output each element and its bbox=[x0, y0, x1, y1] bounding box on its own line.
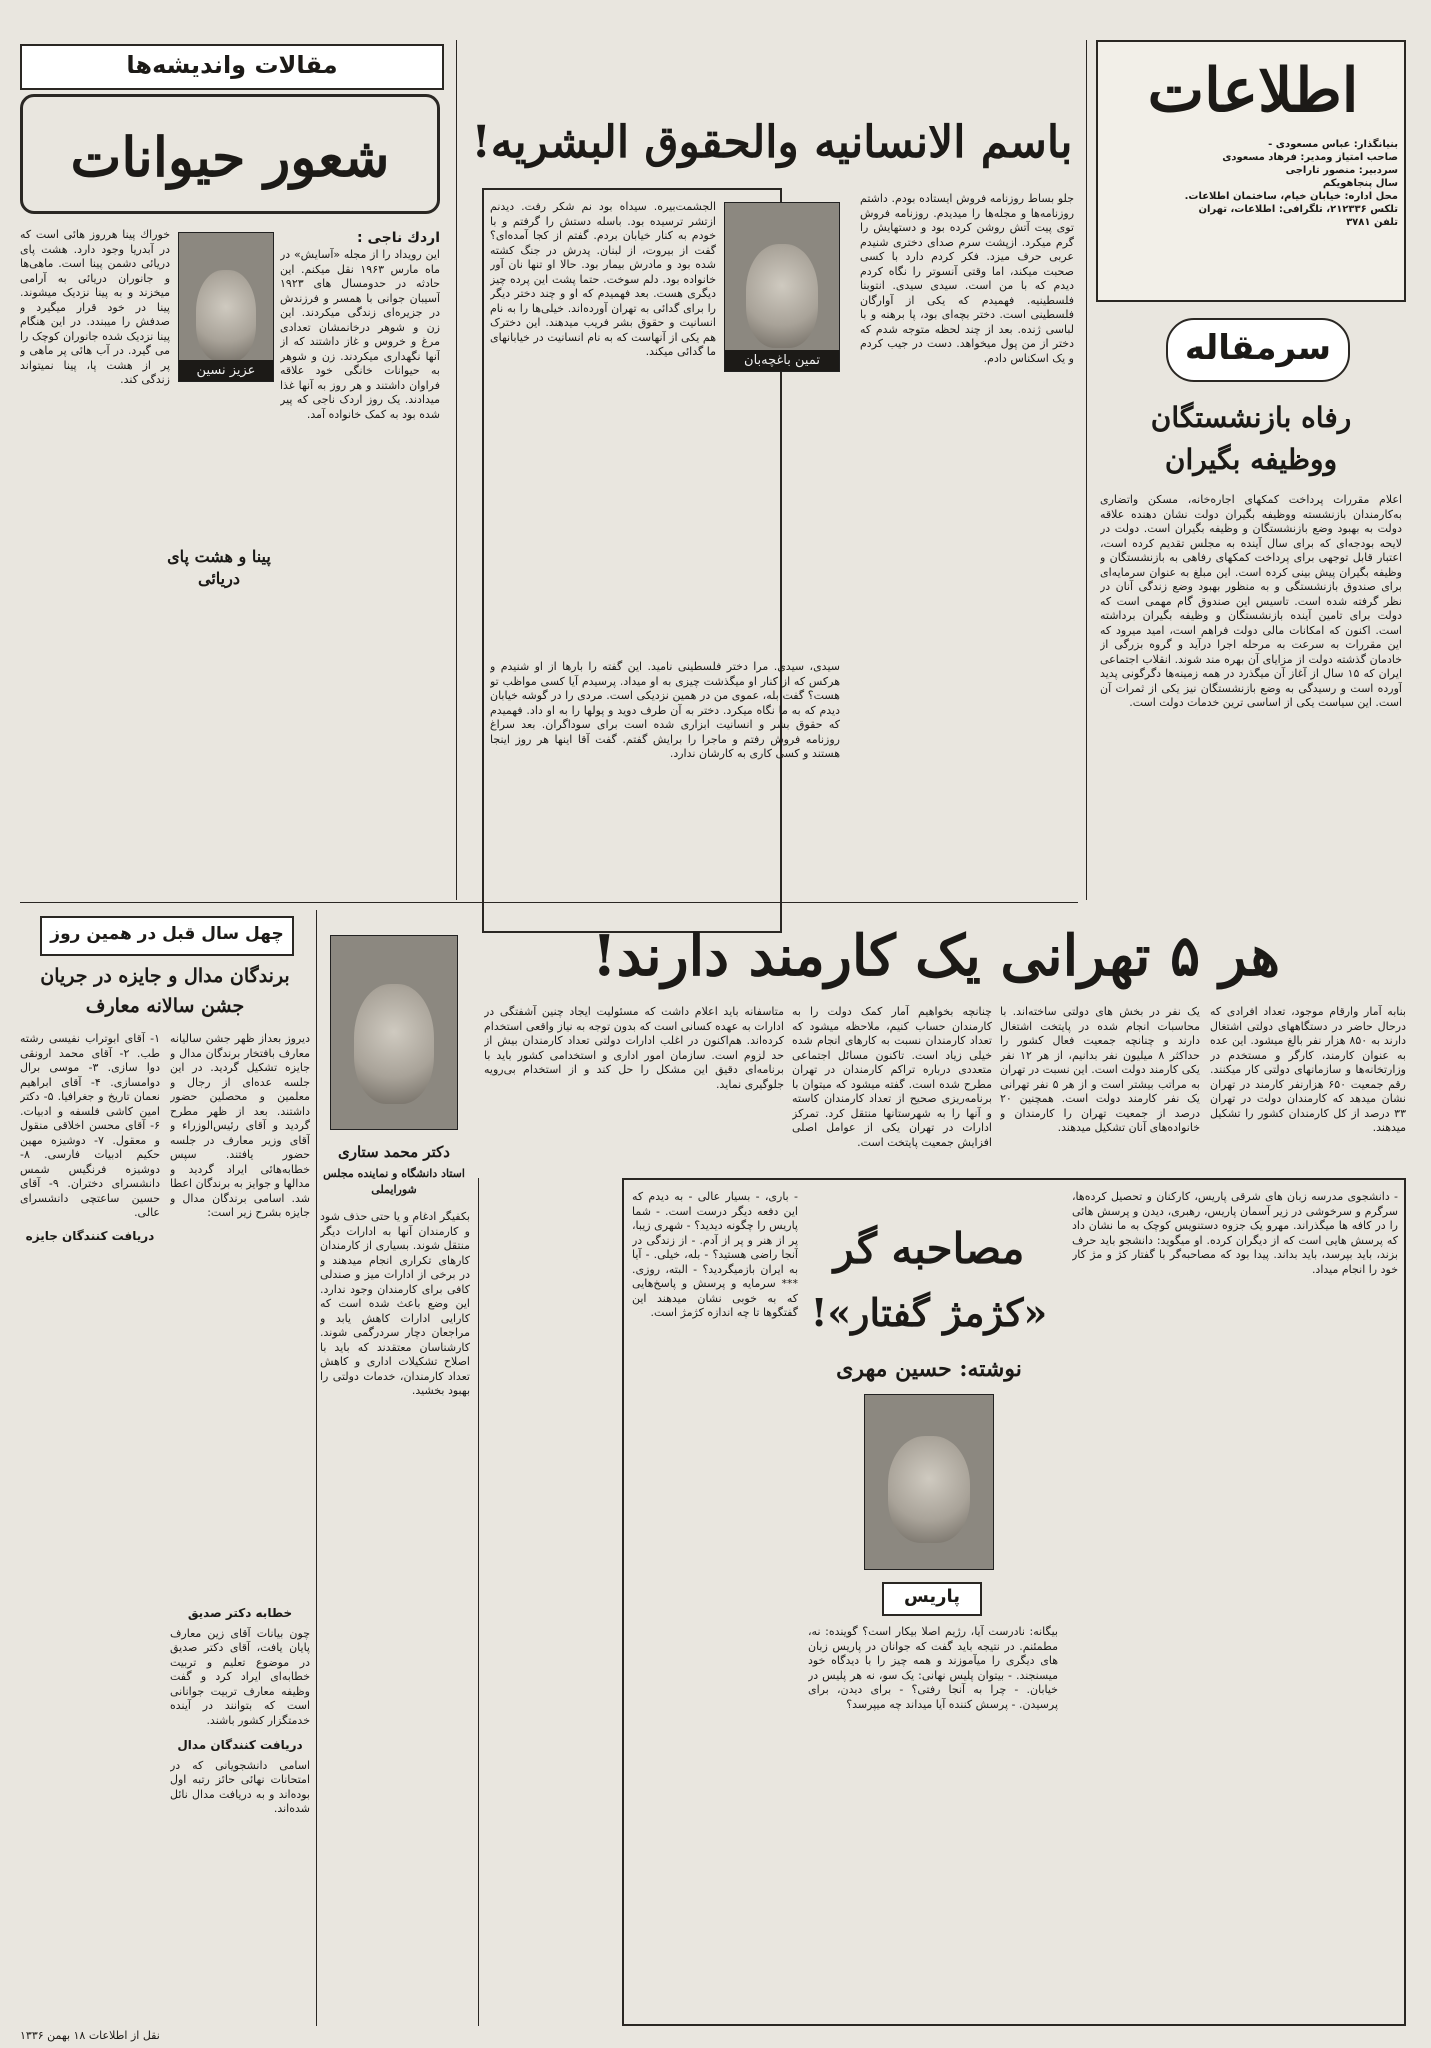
masthead-telex: تلکس ۲۱۲۳۳۶، تلگرافی: اطلاعات، تهران bbox=[1198, 204, 1398, 215]
headline-col-3: چنانچه بخواهیم آمار کمک دولت را به کارمندان حساب کنیم، ملاحظه میشود که تعداد کارمندان نسبت به کارهای انجام شده خیلی زیاد است. تاکنون مسائل اجتماعی متعددی درباره تراکم کارمندان در تهران مطرح شده است. گفته میشود که میتوان با برنامه‌ریزی صحیح از تعداد کارمندان کاسته و آنها را به شهرستانها منتقل کرد. تمرکز ادارات در تهران یکی از عوامل اصلی افزایش جمعیت پایتخت است. bbox=[792, 1005, 992, 1149]
masthead-founder: بنیانگذار: عباس مسعودی - bbox=[1268, 139, 1398, 150]
headline-photo-caption-1: دکتر محمد ستاری bbox=[338, 1143, 450, 1161]
history-speech: چون بیانات آقای زین معارف پایان یافت، آقای دکتر صدیق در موضوع تعلیم و تربیت خطابه‌ای ایراد کرد و گفت وظیفه معارف تربیت جوانانی است که بتوانند در آینده خدمتگزار کشور باشند. bbox=[170, 1626, 310, 1727]
opinion-subhead: پینا و هشت پای دریائی bbox=[167, 547, 271, 588]
headline-text: هر ۵ تهرانی یک کارمند دارند! bbox=[592, 923, 1280, 989]
feature-photo-caption: تمین باغچه‌بان bbox=[725, 350, 839, 371]
masthead bbox=[1096, 40, 1406, 302]
history-list-head: دریافت کنندگان جایزه bbox=[25, 1228, 155, 1243]
headline-photo-caption-2: استاد دانشگاه و نماینده مجلس شورایملی bbox=[323, 1167, 465, 1196]
interview bbox=[622, 1178, 1406, 2026]
interview-author-photo bbox=[864, 1394, 994, 1570]
editorial-tag: سرمقاله bbox=[1166, 318, 1350, 382]
interview-location: پاریس bbox=[882, 1582, 982, 1616]
headline-col-5: متاسفانه باید اعلام داشت که مسئولیت ایجاد چنین آشفتگی در ادارات به عهده کسانی است که بدون توجه به نیاز واقعی استخدام کرده‌اند. هم‌اکنون در اغلب ادارات دولتی تعداد کارمندان بیش از حد لزوم است. سازمان امور اداری و استخدامی کشور باید با برنامه‌ای دقیق این مشکل را حل کند و از استخدام بی‌رویه جلوگیری نماید. bbox=[484, 1005, 784, 1091]
feature bbox=[466, 40, 1078, 900]
masthead-publisher: صاحب امتیاز ومدیر: فرهاد مسعودی bbox=[1222, 152, 1398, 163]
opinion bbox=[20, 36, 440, 896]
feature-col-3: سیدی، سیدی. مرا دختر فلسطینی نامید. این گفته را بارها از او شنیدم و هرکس که از کنار او میگذشت چیزی به او میداد. پرسیدم آیا کسی مواظب تو هست؟ گفت بله، عموی من در همین نزدیکی است. مردی را در گوشه خیابان دیدم که به ما نگاه میکرد. دختر به آن طرف دوید و پولها را به او داد. فهمیدم که حقوق بشر و انسانیت ابزاری شده است برای سوداگران. بعد سراغ روزنامه فروش رفتم و ماجرا را برایش گفتم. گفت آقا اینها هر روز اینجا هستند و کسی کاری به کارشان ندارد. bbox=[490, 660, 840, 760]
interview-author: نوشته: حسین مهری bbox=[836, 1356, 1022, 1382]
opinion-body-left: خوراك پینا هرروز هائی است که در آبدریا وجود دارد. هشت پای دریائی دشمن پینا است. ماهی‌ها و جانوران دریائی به آرامی میخزند و به پینا نزدیک میشوند. پینا در خود قرار میگیرد و صدفش را میبندد. در این هنگام پینا نزدیک شده جانوران کوچک را می گیرد. در آب هائی پر ماهی ‌و پر از هشت پا، پینا نمیتواند زندگی کند. bbox=[20, 228, 170, 386]
feature-col-2: الجشمت‌بیره. سیداه بود نم شکر رفت. دیدنم ازتشر ترسیده بود. باسله دستش را گرفتم و با خودم به کنار خیابان بردم. گفتم از کجا آمده‌ای؟ گفت از بیروت، از لبنان. پدرش در جنگ کشته شده بود و مادرش بیمار بود. حالا او تنها نان آور خانواده بود. دلم سوخت. حتما پشت این پرده چیز دیگری هست. بعد فهمیدم که او و چند دختر دیگر را برای گدائی به تهران آورده‌اند. خیلی‌ها را به نام انسانیت و حقوق بشر فریب میدهند. این دخترک هم یکی از آنهاست که به نام انسانیت در خیابانهای ما گدائی میکند. bbox=[490, 200, 716, 358]
opinion-tag: مقالات واندیشه‌ها bbox=[20, 44, 444, 90]
masthead-logo: اطلاعات bbox=[1147, 56, 1359, 126]
interview-col-left: - باری، - بسیار عالی - به دیدم که این دفعه دیگر درست است. - شما پاریس را چگونه دیدید؟ - شهری زیبا، پر از هنر و پر از آدم. - از زندگی در آنجا راضی هستید؟ - بله، خیلی. - آیا به ایران بازمیگردید؟ - البته، روزی. *** سرمایه و پرسش و پاسخ‌هایی که به خوبی نشان میدهند این گفتگوها تا چه اندازه کژمژ است. bbox=[632, 1190, 798, 1319]
history-medal-head: دریافت کنندگان مدال bbox=[177, 1738, 303, 1752]
opinion-title: شعور حیوانات bbox=[20, 94, 440, 214]
masthead-editor: سردبیر: منصور تاراجی bbox=[1285, 165, 1398, 176]
headline-col-2: یک نفر در بخش های دولتی ساخته‌اند. با محاسبات انجام شده در پایتخت اشتغال دارند و چنانچه جمعیت فعال کشور را حداکثر ۸ میلیون نفر بدانیم، از هر ۱۲ نفر یکی کارمند دولت است. این نسبت در تهران به مراتب بیشتر است و از هر ۵ نفر تهرانی یک نفر کارمند دولت است. همچنین ۲۰ درصد از جمعیت تهران را کارمندان و خانواده‌های آنان تشکیل میدهند. bbox=[1000, 1005, 1200, 1134]
history-list: ۱- آقای ابوتراب نفیسی رشته طب. ۲- آقای محمد ارونقی دوا سازی. ۳- موسی برال دوامسازی. ۴- آقای ابراهیم نعمان تاریخ و جغرافیا. ۵- دکتر امین کاشی فلسفه و ادبیات. ۶- آقای محسن اخلاقی منقول و معقول. ۷- دوشیزه مهین حکیم ادبیات فارسی. ۸- دوشیزه فرنگیس شمس دانشسرای دختران. ۹- آقای حسین ساعتچی دانشسرای عالی. bbox=[20, 1032, 160, 1219]
interview-title-2: «کژمژ گفتار»! bbox=[810, 1290, 1048, 1335]
editorial-body: اعلام مقررات پرداخت کمکهای اجاره‌خانه، مسکن واتضاری به‌کارمندان بازنشسته ووظیفه بگیران دولت نشان دهنده ‌علاقه دولت به بهبود وضع بازنشستگان و وظیفه بگیران است. دولت در لایحه بودجه‌ای که‌ برای سال آینده ‌به ‌مجلس تقدیم کرده‌ است، اعتبار قابل توجهی برای پرداخت کمکهای رفاهی به بازنشستگان و وظیفه بگیران پیش بینی کرده است. این مبلغ به عنوان سرمایه‌ای برای صندوق بازنشستگی و به ‌منظور بهبود وضع زندگی آنان در نظر گرفته شده ‌است. تاسیس این صندوق گام مهمی است که ‌دولت برای تامین آینده‌ بازنشستگان و وظیفه بگیران برداشته است. اکنون که امکانات مالی ‌دولت ‌فراهم ‌است، امید میرود که این مقررات به سرعت به ‌مرحله‌ اجرا درآید و گروه بزرگی از خادمان گذشته دولت ‌از مزایای آن بهره مند شوند. انقلاب اجتماعی ایران که ‌۱۵ سال ‌از آغاز آن میگذرد ‌در همه زمینه‌ها دگرگونی پدید آورده ‌است و رسیدگی ‌به ‌وضع بازنشستگان نیز ‌یکی ‌از ثمرات ‌آن ‌است. این سیاست یکی از اساسی ترین خدمات دولت است. bbox=[1100, 493, 1402, 709]
opinion-author-photo bbox=[178, 232, 274, 382]
footer-date: نقل از اطلاعات ۱۸ بهمن ۱۳۳۶ bbox=[20, 2029, 160, 2042]
headline-photo bbox=[330, 935, 458, 1130]
opinion-author-caption: عزیز نسین bbox=[179, 360, 273, 381]
history-speech-head: خطابه دکتر صدیق bbox=[187, 1606, 293, 1620]
masthead-address: محل اداره: خیابان خیام، ساختمان اطلاعات. bbox=[1184, 191, 1398, 202]
interview-col-mid: بیگانه: نادرست آیا، رژیم اصلا بیکار است؟ گوینده: نه، مطمئنم. در نتیجه باید گفت که جوانان در پاریس زبان های دیگری را میآموزند و همه چیز را با دیدگاه خود میسنجند. - بیتوان پلیس نهانی: یک سو، نه هر پلیس در خیابان. - چرا به آنجا رفتی؟ - برای دیدن، برای پرسیدن. - پرسش کننده آیا میداند چه میپرسد؟ bbox=[808, 1625, 1058, 1711]
interview-title-1: مصاحبه گر bbox=[833, 1224, 1025, 1273]
history-title-1: برندگان مدال و جایزه در جریان bbox=[40, 965, 290, 987]
feature-title: باسم الانسانیه والحقوق البشریه! bbox=[471, 117, 1073, 168]
masthead-year: سال پنجاهویکم bbox=[1322, 178, 1398, 189]
headline-col-4: بکفیگر ادغام و یا حتی حذف شود و کارمندان آنها به ادارات دیگر منتقل شوند. بسیاری از کارمندان کارهای تکراری انجام میدهند و در برخی از ادارات میز و صندلی کافی برای کارمندان وجود ندارد. این وضع باعث شده است که کارایی ادارات کاهش یابد و مراجعان دچار سردرگمی شوند. کارشناسان معتقدند که باید با اصلاح تشکیلات اداری و کاهش تعداد کارمندان، خدمات دولتی را بهبود بخشید. bbox=[320, 1210, 470, 1397]
opinion-author: اردك ناجی : bbox=[357, 230, 440, 246]
headline-col-1: بنابه آمار وارقام موجود، تعداد افرادی که درحال حاضر در دستگاههای دولتی اشتغال دارند به ۸۵۰ هزار نفر بالغ میشود. این عده به عنوان کارمند، کارگر و مستخدم در وزارتخانه‌ها و سازمانهای دولتی کار میکنند. رقم جمعیت ۶۵۰ هزارنفر کارمند در تهران نشان میدهد که کارمندان دولت در تهران ۳۳ درصد از کل کارمندان کشور را تشکیل میدهند. bbox=[1210, 1005, 1406, 1134]
history-title-2: جشن سالانه معارف bbox=[85, 995, 245, 1017]
opinion-body-right: این رویداد را از مجله «آسایش» در ماه مارس ۱۹۶۳ نقل میکنم. این حادثه در حدومسال های ۱۹۲۳ آسیبان جوانی با همسر و فرزندش در جزیره‌ای زندگی میکردند. این زن و شوهر درخانمشان تعدادی مرغ و خروس و غاز داشتند که از آنها نگهداری میکردند. زن و شوهر به حیوانات خانگی خود علاقه فراوان داشتند و هر روز به آنها غذا میدادند. یک روز اردک ناجی که پیر شده بود به کمک خانواده آمد. bbox=[280, 248, 440, 421]
interview-col-right: - دانشجوی مدرسه زبان های شرقی پاریس، کارکنان و تحصیل کرده‌ها، سرگرم و سرخوشی در زیر آسمان پاریس، رهبری، دیدن و پرسش هائی ‌را در کافه ‌ها میگذراند. مهرو یک جزوه دستنویس کوچک به ما نشان داد که پرسش هایی است که از دیگران کرده. او میگوید: دانشجو باید حرف بزند، باید بپرسد، باید بداند. پیدا بود که مصاحبه‌گر با گفتار کژ و مژ کار خود را انجام میداد. bbox=[1072, 1190, 1398, 1276]
editorial-title-2: ووظیفه بگیران bbox=[1164, 443, 1338, 476]
history-tag: چهل سال قبل در همین روز bbox=[40, 916, 294, 956]
editorial-title-1: رفاه بازنشستگان bbox=[1150, 401, 1352, 434]
history bbox=[20, 916, 310, 2026]
feature-col-1: جلو بساط روزنامه فروش ایستاده بودم. داشتم روزنامه‌ها و مجله‌ها را میدیدم. روزنامه فروش توی پیت آتش روشن کرده بود و دستهایش را گرم میکرد. ازپشت سرم صدای دختری شنیدم عربی حرف میزد. فکر کردم دارد با کسی صحبت میکند، اما وقتی آنسوتر را نگاه کردم دیدم که با من است. سیدی سیدی. انتوبنا فلسطینیه. فهمیدم که یکی از آوارگان فلسطینی است. دختر بچه‌ای بود، پا برهنه و با لباسی ژنده. بعد از چند لحظه متوجه شدم که دختر از من پول میخواهد. دست در جیب کردم و یک اسکناس دادم. bbox=[860, 192, 1074, 365]
masthead-phone: تلفن ۳۷۸۱ bbox=[1346, 217, 1398, 228]
feature-author-photo bbox=[724, 202, 840, 372]
history-medal: اسامی دانشجویانی که در امتحانات نهائی حائز رتبه اول بوده‌اند و به دریافت مدال نائل شده‌اند. bbox=[170, 1758, 310, 1815]
history-col-right: دیروز بعداز ظهر جشن سالیانه معارف بافتخار برندگان مدال و جایزه تشکیل گردید. در این جلسه عده‌ای از رجال و معلمین و محصلین حضور داشتند. بعد از ظهر مطرح گردید و آقای رئیس‌الوزراء و آقای وزیر معارف در جلسه حضور یافتند. سپس خطابه‌هائی ایراد گردید و مدالها و جوایز به برندگان اعطا شد. اسامی برندگان مدال و جایزه بشرح زیر است: bbox=[170, 1032, 310, 1219]
